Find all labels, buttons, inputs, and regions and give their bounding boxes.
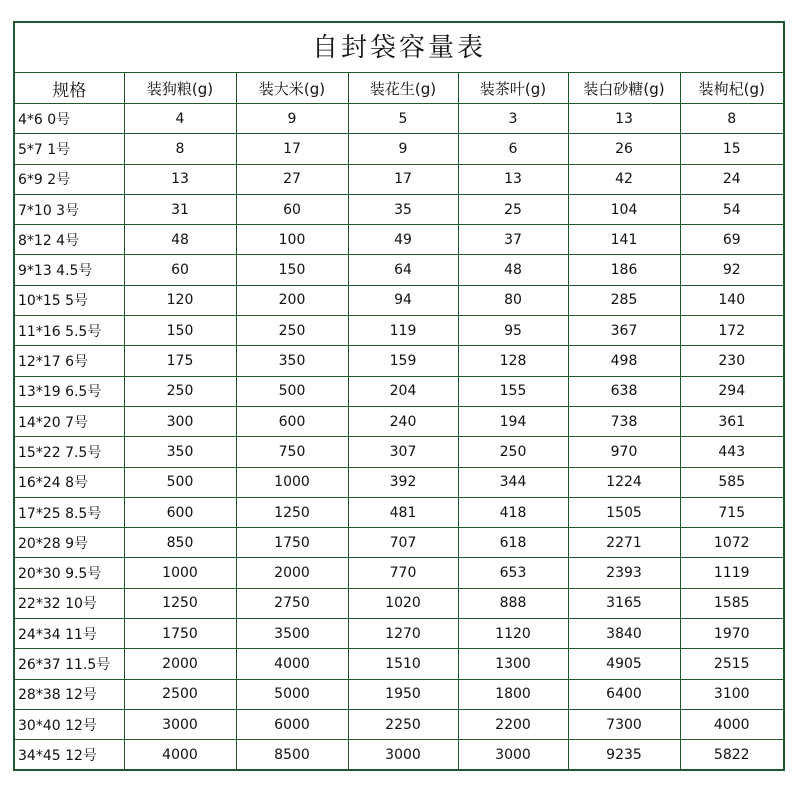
cell-tea: 3000	[458, 740, 568, 770]
cell-goji: 1585	[680, 588, 783, 618]
table-row	[15, 285, 783, 315]
table-row	[15, 255, 783, 285]
cell-sugar: 104	[568, 194, 680, 224]
cell-peanut: 240	[348, 406, 458, 436]
cell-tea: 344	[458, 467, 568, 497]
cell-sugar: 638	[568, 376, 680, 406]
cell-spec: 34*45 12号	[15, 740, 124, 770]
cell-dog-food: 500	[124, 467, 236, 497]
cell-dog-food: 120	[124, 285, 236, 315]
cell-dog-food: 4	[124, 104, 236, 134]
header-row	[15, 73, 783, 104]
cell-peanut: 3000	[348, 740, 458, 770]
cell-rice: 5000	[236, 679, 348, 709]
cell-peanut: 35	[348, 194, 458, 224]
cell-tea: 1300	[458, 649, 568, 679]
cell-peanut: 2250	[348, 709, 458, 739]
cell-sugar: 6400	[568, 679, 680, 709]
table-row	[15, 376, 783, 406]
cell-goji: 1970	[680, 619, 783, 649]
cell-peanut: 9	[348, 134, 458, 164]
cell-tea: 80	[458, 285, 568, 315]
cell-tea: 888	[458, 588, 568, 618]
cell-spec: 6*9 2号	[15, 164, 124, 194]
cell-tea: 48	[458, 255, 568, 285]
cell-goji: 2515	[680, 649, 783, 679]
cell-sugar: 3165	[568, 588, 680, 618]
cell-dog-food: 1250	[124, 588, 236, 618]
header-tea: 装茶叶(g)	[458, 73, 568, 104]
cell-tea: 37	[458, 225, 568, 255]
cell-rice: 500	[236, 376, 348, 406]
cell-sugar: 2393	[568, 558, 680, 588]
cell-peanut: 770	[348, 558, 458, 588]
cell-goji: 140	[680, 285, 783, 315]
header-dog-food: 装狗粮(g)	[124, 73, 236, 104]
cell-tea: 618	[458, 528, 568, 558]
cell-tea: 95	[458, 316, 568, 346]
cell-goji: 54	[680, 194, 783, 224]
header-rice: 装大米(g)	[236, 73, 348, 104]
cell-sugar: 367	[568, 316, 680, 346]
cell-spec: 14*20 7号	[15, 406, 124, 436]
table-row	[15, 740, 783, 770]
cell-rice: 60	[236, 194, 348, 224]
cell-dog-food: 13	[124, 164, 236, 194]
header-goji: 装枸杞(g)	[680, 73, 783, 104]
cell-spec: 4*6 0号	[15, 104, 124, 134]
cell-sugar: 4905	[568, 649, 680, 679]
cell-goji: 585	[680, 467, 783, 497]
cell-rice: 3500	[236, 619, 348, 649]
cell-sugar: 1224	[568, 467, 680, 497]
cell-peanut: 119	[348, 316, 458, 346]
cell-goji: 172	[680, 316, 783, 346]
cell-rice: 1750	[236, 528, 348, 558]
cell-spec: 8*12 4号	[15, 225, 124, 255]
cell-rice: 4000	[236, 649, 348, 679]
cell-rice: 600	[236, 406, 348, 436]
cell-tea: 3	[458, 104, 568, 134]
cell-dog-food: 175	[124, 346, 236, 376]
cell-dog-food: 31	[124, 194, 236, 224]
cell-goji: 4000	[680, 709, 783, 739]
cell-peanut: 481	[348, 497, 458, 527]
cell-tea: 13	[458, 164, 568, 194]
cell-goji: 230	[680, 346, 783, 376]
cell-tea: 1120	[458, 619, 568, 649]
cell-peanut: 94	[348, 285, 458, 315]
cell-spec: 20*30 9.5号	[15, 558, 124, 588]
table-row	[15, 194, 783, 224]
table-row	[15, 134, 783, 164]
cell-dog-food: 1750	[124, 619, 236, 649]
table-row	[15, 649, 783, 679]
cell-rice: 6000	[236, 709, 348, 739]
cell-sugar: 285	[568, 285, 680, 315]
table-row	[15, 346, 783, 376]
cell-dog-food: 48	[124, 225, 236, 255]
cell-rice: 2000	[236, 558, 348, 588]
cell-peanut: 307	[348, 437, 458, 467]
cell-dog-food: 250	[124, 376, 236, 406]
cell-spec: 15*22 7.5号	[15, 437, 124, 467]
cell-peanut: 5	[348, 104, 458, 134]
cell-spec: 5*7 1号	[15, 134, 124, 164]
cell-goji: 5822	[680, 740, 783, 770]
table-row	[15, 558, 783, 588]
cell-spec: 30*40 12号	[15, 709, 124, 739]
cell-sugar: 3840	[568, 619, 680, 649]
cell-spec: 24*34 11号	[15, 619, 124, 649]
cell-goji: 1072	[680, 528, 783, 558]
cell-goji: 69	[680, 225, 783, 255]
cell-dog-food: 2500	[124, 679, 236, 709]
cell-rice: 350	[236, 346, 348, 376]
table-row	[15, 225, 783, 255]
cell-sugar: 498	[568, 346, 680, 376]
cell-dog-food: 350	[124, 437, 236, 467]
cell-spec: 22*32 10号	[15, 588, 124, 618]
cell-dog-food: 1000	[124, 558, 236, 588]
cell-dog-food: 8	[124, 134, 236, 164]
cell-sugar: 2271	[568, 528, 680, 558]
cell-tea: 418	[458, 497, 568, 527]
cell-goji: 3100	[680, 679, 783, 709]
cell-tea: 1800	[458, 679, 568, 709]
cell-sugar: 26	[568, 134, 680, 164]
cell-rice: 750	[236, 437, 348, 467]
cell-sugar: 141	[568, 225, 680, 255]
cell-peanut: 1950	[348, 679, 458, 709]
cell-peanut: 1020	[348, 588, 458, 618]
cell-tea: 2200	[458, 709, 568, 739]
cell-rice: 250	[236, 316, 348, 346]
table-row	[15, 588, 783, 618]
cell-rice: 1000	[236, 467, 348, 497]
cell-dog-food: 850	[124, 528, 236, 558]
cell-rice: 27	[236, 164, 348, 194]
cell-sugar: 1505	[568, 497, 680, 527]
cell-tea: 653	[458, 558, 568, 588]
cell-goji: 8	[680, 104, 783, 134]
table-row	[15, 406, 783, 436]
cell-peanut: 64	[348, 255, 458, 285]
table-row	[15, 104, 783, 134]
cell-goji: 15	[680, 134, 783, 164]
table-row	[15, 497, 783, 527]
cell-spec: 12*17 6号	[15, 346, 124, 376]
cell-rice: 150	[236, 255, 348, 285]
cell-peanut: 1270	[348, 619, 458, 649]
cell-sugar: 42	[568, 164, 680, 194]
cell-sugar: 970	[568, 437, 680, 467]
cell-tea: 250	[458, 437, 568, 467]
cell-goji: 443	[680, 437, 783, 467]
table-row	[15, 164, 783, 194]
cell-dog-food: 2000	[124, 649, 236, 679]
cell-rice: 17	[236, 134, 348, 164]
cell-spec: 10*15 5号	[15, 285, 124, 315]
table-row	[15, 437, 783, 467]
cell-goji: 1119	[680, 558, 783, 588]
cell-dog-food: 600	[124, 497, 236, 527]
table-row	[15, 467, 783, 497]
cell-peanut: 204	[348, 376, 458, 406]
cell-peanut: 49	[348, 225, 458, 255]
cell-dog-food: 60	[124, 255, 236, 285]
cell-spec: 17*25 8.5号	[15, 497, 124, 527]
cell-goji: 361	[680, 406, 783, 436]
cell-sugar: 7300	[568, 709, 680, 739]
cell-spec: 26*37 11.5号	[15, 649, 124, 679]
table-row	[15, 709, 783, 739]
cell-tea: 6	[458, 134, 568, 164]
cell-tea: 194	[458, 406, 568, 436]
cell-goji: 92	[680, 255, 783, 285]
cell-rice: 100	[236, 225, 348, 255]
table-row	[15, 528, 783, 558]
cell-dog-food: 300	[124, 406, 236, 436]
cell-spec: 11*16 5.5号	[15, 316, 124, 346]
cell-rice: 8500	[236, 740, 348, 770]
cell-peanut: 159	[348, 346, 458, 376]
cell-sugar: 9235	[568, 740, 680, 770]
cell-spec: 20*28 9号	[15, 528, 124, 558]
cell-sugar: 186	[568, 255, 680, 285]
cell-tea: 25	[458, 194, 568, 224]
cell-goji: 715	[680, 497, 783, 527]
cell-dog-food: 4000	[124, 740, 236, 770]
header-peanut: 装花生(g)	[348, 73, 458, 104]
cell-rice: 9	[236, 104, 348, 134]
cell-spec: 7*10 3号	[15, 194, 124, 224]
table-body	[15, 104, 783, 770]
cell-goji: 24	[680, 164, 783, 194]
cell-dog-food: 150	[124, 316, 236, 346]
cell-rice: 1250	[236, 497, 348, 527]
table-title: 自封袋容量表	[15, 23, 783, 73]
cell-rice: 2750	[236, 588, 348, 618]
cell-tea: 155	[458, 376, 568, 406]
capacity-table-sheet	[13, 21, 785, 771]
table-row	[15, 679, 783, 709]
cell-spec: 13*19 6.5号	[15, 376, 124, 406]
header-spec: 规格	[15, 73, 124, 104]
cell-rice: 200	[236, 285, 348, 315]
cell-sugar: 738	[568, 406, 680, 436]
cell-dog-food: 3000	[124, 709, 236, 739]
cell-peanut: 392	[348, 467, 458, 497]
cell-spec: 9*13 4.5号	[15, 255, 124, 285]
capacity-table	[15, 73, 783, 770]
cell-peanut: 1510	[348, 649, 458, 679]
cell-peanut: 17	[348, 164, 458, 194]
table-row	[15, 316, 783, 346]
cell-spec: 16*24 8号	[15, 467, 124, 497]
header-sugar: 装白砂糖(g)	[568, 73, 680, 104]
cell-goji: 294	[680, 376, 783, 406]
table-row	[15, 619, 783, 649]
cell-peanut: 707	[348, 528, 458, 558]
cell-tea: 128	[458, 346, 568, 376]
cell-spec: 28*38 12号	[15, 679, 124, 709]
cell-sugar: 13	[568, 104, 680, 134]
